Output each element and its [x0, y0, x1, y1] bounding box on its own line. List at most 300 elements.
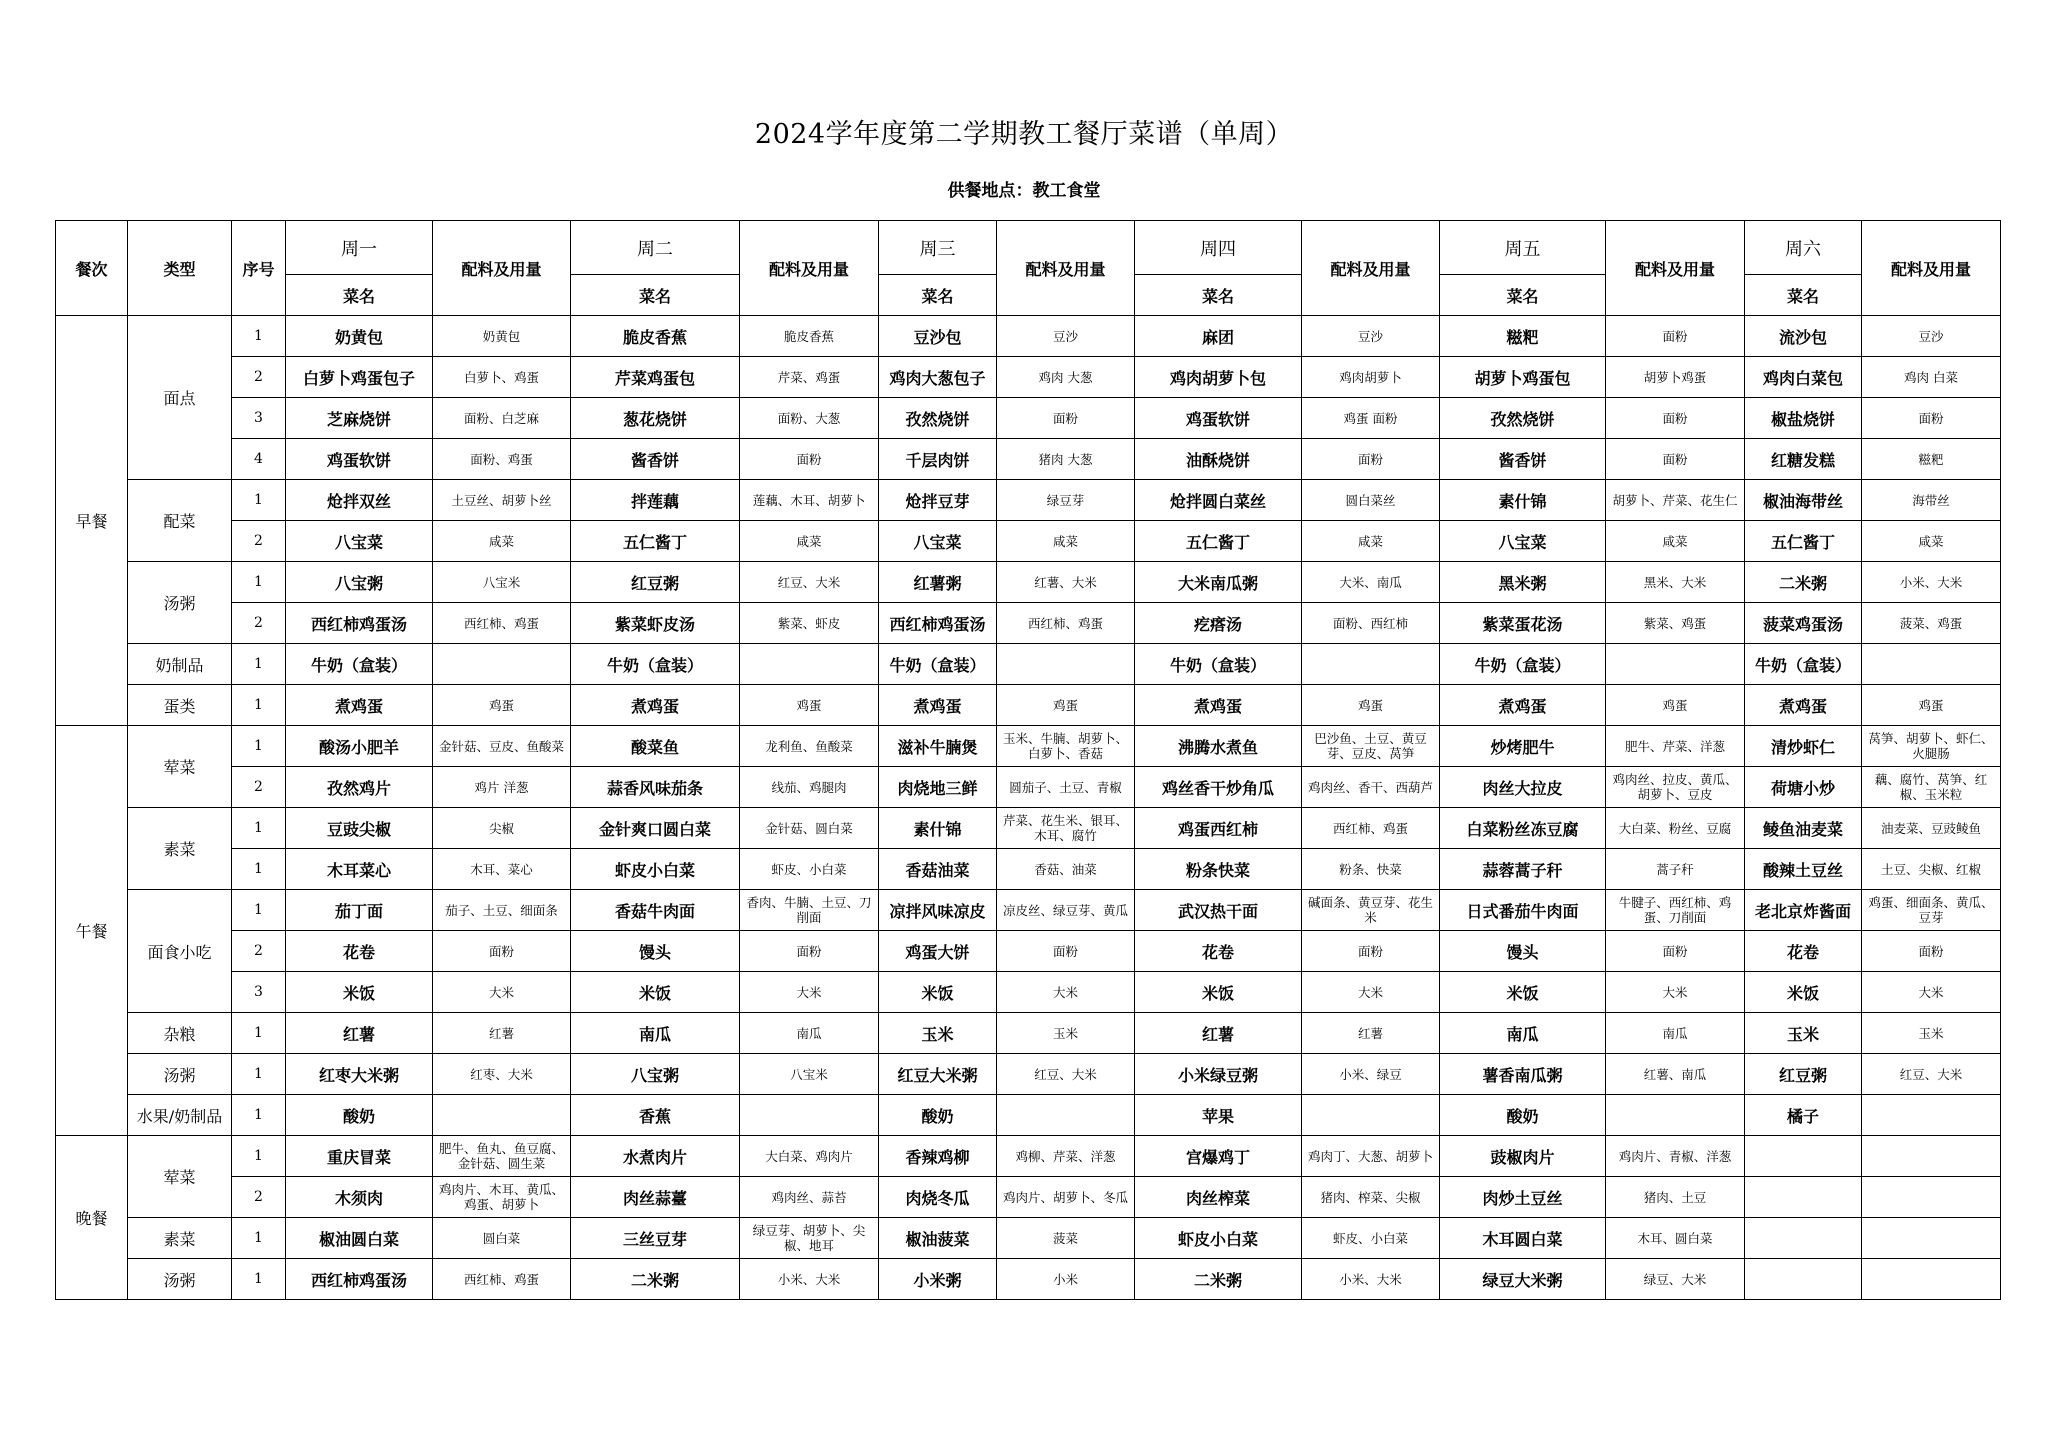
dish-cell: 椒油海带丝 [1745, 480, 1862, 521]
ingredient-cell [1862, 1218, 2001, 1259]
dish-cell: 素什锦 [1440, 480, 1606, 521]
type-cell: 面食小吃 [128, 890, 232, 1013]
menu-row [56, 972, 2001, 1013]
ingredient-cell: 豆沙 [1302, 316, 1440, 357]
ingredient-cell: 大米 [433, 972, 571, 1013]
dish-cell: 二米粥 [1745, 562, 1862, 603]
dish-cell: 红薯 [1135, 1013, 1302, 1054]
ingredient-cell [1606, 644, 1745, 685]
ingredient-cell: 油麦菜、豆豉鲮鱼 [1862, 808, 2001, 849]
dish-cell: 素什锦 [879, 808, 997, 849]
dish-cell: 大米南瓜粥 [1135, 562, 1302, 603]
dish-cell: 孜然烧饼 [1440, 398, 1606, 439]
type-cell: 水果/奶制品 [128, 1095, 232, 1136]
header-type: 类型 [128, 221, 232, 316]
menu-row [56, 562, 2001, 603]
dish-cell [1745, 1218, 1862, 1259]
dish-cell: 煮鸡蛋 [879, 685, 997, 726]
ingredient-cell: 凉皮丝、绿豆芽、黄瓜 [997, 890, 1135, 931]
ingredient-cell [433, 1095, 571, 1136]
dish-cell: 木耳菜心 [286, 849, 433, 890]
dish-cell: 虾皮小白菜 [571, 849, 740, 890]
ingredient-cell: 红薯、南瓜 [1606, 1054, 1745, 1095]
header-ingredients: 配料及用量 [1862, 221, 2001, 316]
meal-cell: 午餐 [56, 726, 128, 1136]
ingredient-cell: 碱面条、黄豆芽、花生米 [1302, 890, 1440, 931]
header-dish: 菜名 [1440, 275, 1606, 316]
dish-cell: 苹果 [1135, 1095, 1302, 1136]
menu-row [56, 890, 2001, 931]
ingredient-cell: 鸡肉片、青椒、洋葱 [1606, 1136, 1745, 1177]
ingredient-cell: 绿豆芽 [997, 480, 1135, 521]
dish-cell: 花卷 [1745, 931, 1862, 972]
ingredient-cell: 红薯 [1302, 1013, 1440, 1054]
ingredient-cell: 咸菜 [740, 521, 879, 562]
dish-cell: 二米粥 [571, 1259, 740, 1300]
num-cell: 1 [232, 890, 286, 931]
dish-cell: 鸡肉白菜包 [1745, 357, 1862, 398]
dish-cell: 宫爆鸡丁 [1135, 1136, 1302, 1177]
header-dish: 菜名 [286, 275, 433, 316]
dish-cell: 花卷 [286, 931, 433, 972]
dish-cell: 芹菜鸡蛋包 [571, 357, 740, 398]
ingredient-cell: 虾皮、小白菜 [1302, 1218, 1440, 1259]
dish-cell: 牛奶（盒装） [1135, 644, 1302, 685]
dish-cell: 鸡蛋大饼 [879, 931, 997, 972]
ingredient-cell: 金针菇、豆皮、鱼酸菜 [433, 726, 571, 767]
menu-body [56, 316, 2001, 1300]
num-cell: 2 [232, 931, 286, 972]
dish-cell: 蒜香风味茄条 [571, 767, 740, 808]
ingredient-cell: 鸡蛋 面粉 [1302, 398, 1440, 439]
ingredient-cell: 咸菜 [997, 521, 1135, 562]
type-cell: 汤粥 [128, 1259, 232, 1300]
dish-cell: 疙瘩汤 [1135, 603, 1302, 644]
dish-cell: 拌莲藕 [571, 480, 740, 521]
type-cell: 杂粮 [128, 1013, 232, 1054]
dish-cell: 茄丁面 [286, 890, 433, 931]
dish-cell: 麻团 [1135, 316, 1302, 357]
ingredient-cell: 土豆、尖椒、红椒 [1862, 849, 2001, 890]
ingredient-cell: 面粉 [1302, 931, 1440, 972]
dish-cell: 沸腾水煮鱼 [1135, 726, 1302, 767]
ingredient-cell: 猪肉、榨菜、尖椒 [1302, 1177, 1440, 1218]
ingredient-cell: 面粉 [1862, 398, 2001, 439]
dish-cell: 千层肉饼 [879, 439, 997, 480]
menu-row [56, 1013, 2001, 1054]
num-cell: 1 [232, 1259, 286, 1300]
dish-cell: 橘子 [1745, 1095, 1862, 1136]
dish-cell: 南瓜 [1440, 1013, 1606, 1054]
dish-cell: 香菇牛肉面 [571, 890, 740, 931]
ingredient-cell [997, 644, 1135, 685]
dish-cell: 米饭 [571, 972, 740, 1013]
menu-table [55, 220, 2001, 1300]
menu-row [56, 521, 2001, 562]
ingredient-cell [1606, 1095, 1745, 1136]
ingredient-cell: 鸡肉 大葱 [997, 357, 1135, 398]
dish-cell: 豆豉尖椒 [286, 808, 433, 849]
ingredient-cell: 线茄、鸡腿肉 [740, 767, 879, 808]
ingredient-cell: 香菇、油菜 [997, 849, 1135, 890]
dish-cell: 三丝豆芽 [571, 1218, 740, 1259]
ingredient-cell: 大白菜、鸡肉片 [740, 1136, 879, 1177]
dish-cell: 椒油圆白菜 [286, 1218, 433, 1259]
type-cell: 素菜 [128, 1218, 232, 1259]
header-dish: 菜名 [1135, 275, 1302, 316]
header-ingredients: 配料及用量 [997, 221, 1135, 316]
dish-cell: 鲮鱼油麦菜 [1745, 808, 1862, 849]
ingredient-cell: 金针菇、圆白菜 [740, 808, 879, 849]
header-day-sat: 周六 [1745, 221, 1862, 275]
type-cell: 汤粥 [128, 562, 232, 644]
dish-cell: 孜然烧饼 [879, 398, 997, 439]
ingredient-cell: 豆沙 [997, 316, 1135, 357]
type-cell: 蛋类 [128, 685, 232, 726]
dish-cell: 水煮肉片 [571, 1136, 740, 1177]
menu-row [56, 1136, 2001, 1177]
ingredient-cell: 圆白菜 [433, 1218, 571, 1259]
num-cell: 2 [232, 1177, 286, 1218]
menu-row [56, 849, 2001, 890]
dish-cell: 小米粥 [879, 1259, 997, 1300]
ingredient-cell: 面粉 [1302, 439, 1440, 480]
ingredient-cell: 鸡蛋 [1862, 685, 2001, 726]
dish-cell: 奶黄包 [286, 316, 433, 357]
dish-cell: 孜然鸡片 [286, 767, 433, 808]
dish-cell: 红枣大米粥 [286, 1054, 433, 1095]
num-cell: 1 [232, 644, 286, 685]
ingredient-cell: 蒿子秆 [1606, 849, 1745, 890]
menu-row [56, 644, 2001, 685]
dish-cell: 牛奶（盒装） [571, 644, 740, 685]
dish-cell: 紫菜虾皮汤 [571, 603, 740, 644]
type-cell: 汤粥 [128, 1054, 232, 1095]
menu-row [56, 1218, 2001, 1259]
ingredient-cell: 紫菜、鸡蛋 [1606, 603, 1745, 644]
ingredient-cell: 面粉 [1606, 931, 1745, 972]
dish-cell: 虾皮小白菜 [1135, 1218, 1302, 1259]
ingredient-cell: 面粉 [433, 931, 571, 972]
ingredient-cell: 鸡蛋 [1606, 685, 1745, 726]
dish-cell: 胡萝卜鸡蛋包 [1440, 357, 1606, 398]
dish-cell: 肉烧冬瓜 [879, 1177, 997, 1218]
type-cell: 素菜 [128, 808, 232, 890]
dish-cell: 鸡蛋软饼 [286, 439, 433, 480]
ingredient-cell: 面粉、大葱 [740, 398, 879, 439]
dish-cell: 粉条快菜 [1135, 849, 1302, 890]
ingredient-cell [740, 644, 879, 685]
ingredient-cell: 大白菜、粉丝、豆腐 [1606, 808, 1745, 849]
menu-row [56, 808, 2001, 849]
ingredient-cell: 豆沙 [1862, 316, 2001, 357]
dish-cell: 紫菜蛋花汤 [1440, 603, 1606, 644]
dish-cell: 鸡蛋软饼 [1135, 398, 1302, 439]
ingredient-cell: 玉米 [1862, 1013, 2001, 1054]
ingredient-cell: 木耳、菜心 [433, 849, 571, 890]
dish-cell: 椒盐烧饼 [1745, 398, 1862, 439]
ingredient-cell: 红枣、大米 [433, 1054, 571, 1095]
num-cell: 1 [232, 808, 286, 849]
ingredient-cell [433, 644, 571, 685]
ingredient-cell: 八宝米 [740, 1054, 879, 1095]
ingredient-cell: 奶黄包 [433, 316, 571, 357]
ingredient-cell [1862, 1177, 2001, 1218]
num-cell: 1 [232, 1013, 286, 1054]
dish-cell: 炒烤肥牛 [1440, 726, 1606, 767]
dish-cell: 红薯粥 [879, 562, 997, 603]
dish-cell: 西红柿鸡蛋汤 [286, 1259, 433, 1300]
ingredient-cell: 莲藕、木耳、胡萝卜 [740, 480, 879, 521]
ingredient-cell: 猪肉、土豆 [1606, 1177, 1745, 1218]
ingredient-cell [997, 1095, 1135, 1136]
menu-row [56, 931, 2001, 972]
dish-cell: 豆沙包 [879, 316, 997, 357]
dish-cell: 菠菜鸡蛋汤 [1745, 603, 1862, 644]
ingredient-cell: 菠菜 [997, 1218, 1135, 1259]
dish-cell: 红豆粥 [571, 562, 740, 603]
ingredient-cell: 黑米、大米 [1606, 562, 1745, 603]
dish-cell: 荷塘小炒 [1745, 767, 1862, 808]
num-cell: 2 [232, 521, 286, 562]
header-day-tue: 周二 [571, 221, 740, 275]
ingredient-cell: 莴笋、胡萝卜、虾仁、火腿肠 [1862, 726, 2001, 767]
ingredient-cell: 绿豆芽、胡萝卜、尖椒、地耳 [740, 1218, 879, 1259]
dish-cell: 椒油菠菜 [879, 1218, 997, 1259]
ingredient-cell: 咸菜 [1606, 521, 1745, 562]
ingredient-cell: 圆白菜丝 [1302, 480, 1440, 521]
num-cell: 1 [232, 1136, 286, 1177]
meal-cell: 早餐 [56, 316, 128, 726]
num-cell: 3 [232, 398, 286, 439]
dish-cell: 煮鸡蛋 [286, 685, 433, 726]
dish-cell: 小米绿豆粥 [1135, 1054, 1302, 1095]
dish-cell: 花卷 [1135, 931, 1302, 972]
dish-cell: 西红柿鸡蛋汤 [879, 603, 997, 644]
dish-cell: 鸡肉大葱包子 [879, 357, 997, 398]
dish-cell [1745, 1136, 1862, 1177]
num-cell: 2 [232, 357, 286, 398]
type-cell: 荤菜 [128, 1136, 232, 1218]
ingredient-cell: 玉米 [997, 1013, 1135, 1054]
dish-cell: 八宝粥 [571, 1054, 740, 1095]
dish-cell: 鸡蛋西红柿 [1135, 808, 1302, 849]
menu-row [56, 1054, 2001, 1095]
ingredient-cell: 小米、绿豆 [1302, 1054, 1440, 1095]
ingredient-cell: 八宝米 [433, 562, 571, 603]
type-cell: 荤菜 [128, 726, 232, 808]
dish-cell: 芝麻烧饼 [286, 398, 433, 439]
dish-cell: 炝拌圆白菜丝 [1135, 480, 1302, 521]
ingredient-cell: 红豆、大米 [740, 562, 879, 603]
num-cell: 1 [232, 685, 286, 726]
dish-cell: 老北京炸酱面 [1745, 890, 1862, 931]
header-ingredients: 配料及用量 [1606, 221, 1745, 316]
num-cell: 2 [232, 767, 286, 808]
header-row-1 [56, 221, 2001, 275]
dish-cell: 米饭 [879, 972, 997, 1013]
ingredient-cell: 南瓜 [1606, 1013, 1745, 1054]
dish-cell: 白萝卜鸡蛋包子 [286, 357, 433, 398]
ingredient-cell [1302, 644, 1440, 685]
header-meal: 餐次 [56, 221, 128, 316]
dish-cell: 煮鸡蛋 [1135, 685, 1302, 726]
ingredient-cell: 大米 [1302, 972, 1440, 1013]
ingredient-cell [1862, 644, 2001, 685]
ingredient-cell: 南瓜 [740, 1013, 879, 1054]
header-dish: 菜名 [571, 275, 740, 316]
location-label: 供餐地点：教工食堂 [947, 181, 1101, 201]
ingredient-cell: 鸡肉片、木耳、黄瓜、鸡蛋、胡萝卜 [433, 1177, 571, 1218]
ingredient-cell: 面粉、鸡蛋 [433, 439, 571, 480]
ingredient-cell: 大米 [740, 972, 879, 1013]
dish-cell: 重庆冒菜 [286, 1136, 433, 1177]
ingredient-cell: 牛腱子、西红柿、鸡蛋、刀削面 [1606, 890, 1745, 931]
ingredient-cell: 大米 [1862, 972, 2001, 1013]
dish-cell: 西红柿鸡蛋汤 [286, 603, 433, 644]
dish-cell [1745, 1177, 1862, 1218]
dish-cell: 肉炒土豆丝 [1440, 1177, 1606, 1218]
dish-cell [1745, 1259, 1862, 1300]
header-ingredients: 配料及用量 [433, 221, 571, 316]
num-cell: 1 [232, 849, 286, 890]
header-num: 序号 [232, 221, 286, 316]
ingredient-cell: 鸡肉片、胡萝卜、冬瓜 [997, 1177, 1135, 1218]
dish-cell: 白菜粉丝冻豆腐 [1440, 808, 1606, 849]
ingredient-cell: 红豆、大米 [1862, 1054, 2001, 1095]
dish-cell: 馒头 [571, 931, 740, 972]
dish-cell: 肉丝榨菜 [1135, 1177, 1302, 1218]
dish-cell: 葱花烧饼 [571, 398, 740, 439]
dish-cell: 煮鸡蛋 [1440, 685, 1606, 726]
menu-row [56, 1259, 2001, 1300]
num-cell: 1 [232, 726, 286, 767]
ingredient-cell: 鸡肉丁、大葱、胡萝卜 [1302, 1136, 1440, 1177]
ingredient-cell: 胡萝卜、芹菜、花生仁 [1606, 480, 1745, 521]
num-cell: 2 [232, 603, 286, 644]
ingredient-cell: 小米 [997, 1259, 1135, 1300]
header-day-mon: 周一 [286, 221, 433, 275]
dish-cell: 炝拌豆芽 [879, 480, 997, 521]
ingredient-cell: 猪肉 大葱 [997, 439, 1135, 480]
dish-cell: 炝拌双丝 [286, 480, 433, 521]
dish-cell: 鸡丝香干炒角瓜 [1135, 767, 1302, 808]
dish-cell: 滋补牛腩煲 [879, 726, 997, 767]
dish-cell: 脆皮香蕉 [571, 316, 740, 357]
dish-cell: 肉丝蒜薹 [571, 1177, 740, 1218]
ingredient-cell: 糍粑 [1862, 439, 2001, 480]
dish-cell: 黑米粥 [1440, 562, 1606, 603]
ingredient-cell: 芹菜、花生米、银耳、木耳、腐竹 [997, 808, 1135, 849]
num-cell: 1 [232, 1218, 286, 1259]
menu-row [56, 398, 2001, 439]
ingredient-cell: 红薯、大米 [997, 562, 1135, 603]
ingredient-cell: 鸡蛋 [1302, 685, 1440, 726]
menu-row [56, 767, 2001, 808]
menu-row [56, 480, 2001, 521]
dish-cell: 八宝菜 [1440, 521, 1606, 562]
type-cell: 面点 [128, 316, 232, 480]
type-cell: 配菜 [128, 480, 232, 562]
dish-cell: 酸奶 [879, 1095, 997, 1136]
dish-cell: 清炒虾仁 [1745, 726, 1862, 767]
ingredient-cell: 圆茄子、土豆、青椒 [997, 767, 1135, 808]
dish-cell: 煮鸡蛋 [1745, 685, 1862, 726]
ingredient-cell: 鸡肉丝、拉皮、黄瓜、胡萝卜、豆皮 [1606, 767, 1745, 808]
ingredient-cell [1862, 1095, 2001, 1136]
ingredient-cell: 紫菜、虾皮 [740, 603, 879, 644]
dish-cell: 糍粑 [1440, 316, 1606, 357]
ingredient-cell: 大米 [997, 972, 1135, 1013]
ingredient-cell: 西红柿、鸡蛋 [997, 603, 1135, 644]
ingredient-cell: 鸡蛋 [740, 685, 879, 726]
ingredient-cell: 面粉 [740, 931, 879, 972]
dish-cell: 红糖发糕 [1745, 439, 1862, 480]
header-day-thu: 周四 [1135, 221, 1302, 275]
meal-cell: 晚餐 [56, 1136, 128, 1300]
ingredient-cell: 面粉 [1606, 439, 1745, 480]
num-cell: 1 [232, 480, 286, 521]
ingredient-cell: 西红柿、鸡蛋 [433, 1259, 571, 1300]
menu-row [56, 603, 2001, 644]
ingredient-cell: 大米、南瓜 [1302, 562, 1440, 603]
type-cell: 奶制品 [128, 644, 232, 685]
dish-cell: 金针爽口圆白菜 [571, 808, 740, 849]
dish-cell: 鸡肉胡萝卜包 [1135, 357, 1302, 398]
dish-cell: 米饭 [1745, 972, 1862, 1013]
ingredient-cell: 虾皮、小白菜 [740, 849, 879, 890]
num-cell: 1 [232, 1054, 286, 1095]
dish-cell: 香菇油菜 [879, 849, 997, 890]
ingredient-cell: 红薯 [433, 1013, 571, 1054]
dish-cell: 五仁酱丁 [571, 521, 740, 562]
ingredient-cell: 小米、大米 [1862, 562, 2001, 603]
ingredient-cell: 白萝卜、鸡蛋 [433, 357, 571, 398]
dish-cell: 日式番茄牛肉面 [1440, 890, 1606, 931]
dish-cell: 武汉热干面 [1135, 890, 1302, 931]
ingredient-cell: 面粉、白芝麻 [433, 398, 571, 439]
dish-cell: 煮鸡蛋 [571, 685, 740, 726]
header-day-wed: 周三 [879, 221, 997, 275]
header-dish: 菜名 [879, 275, 997, 316]
menu-row [56, 1095, 2001, 1136]
ingredient-cell: 芹菜、鸡蛋 [740, 357, 879, 398]
dish-cell: 油酥烧饼 [1135, 439, 1302, 480]
ingredient-cell: 咸菜 [1302, 521, 1440, 562]
dish-cell: 八宝粥 [286, 562, 433, 603]
ingredient-cell: 西红柿、鸡蛋 [1302, 808, 1440, 849]
ingredient-cell: 土豆丝、胡萝卜丝 [433, 480, 571, 521]
menu-row [56, 685, 2001, 726]
dish-cell: 八宝菜 [879, 521, 997, 562]
dish-cell: 玉米 [1745, 1013, 1862, 1054]
dish-cell: 牛奶（盒装） [286, 644, 433, 685]
ingredient-cell [1862, 1136, 2001, 1177]
ingredient-cell: 鸡肉胡萝卜 [1302, 357, 1440, 398]
menu-row [56, 439, 2001, 480]
ingredient-cell: 面粉 [997, 931, 1135, 972]
header-day-fri: 周五 [1440, 221, 1606, 275]
header-ingredients: 配料及用量 [1302, 221, 1440, 316]
ingredient-cell: 鸡肉丝、香干、西葫芦 [1302, 767, 1440, 808]
ingredient-cell [1862, 1259, 2001, 1300]
ingredient-cell: 咸菜 [433, 521, 571, 562]
dish-cell: 薯香南瓜粥 [1440, 1054, 1606, 1095]
ingredient-cell: 红豆、大米 [997, 1054, 1135, 1095]
ingredient-cell: 鸡肉丝、蒜苔 [740, 1177, 879, 1218]
dish-cell: 红豆大米粥 [879, 1054, 997, 1095]
ingredient-cell: 肥牛、鱼丸、鱼豆腐、金针菇、圆生菜 [433, 1136, 571, 1177]
